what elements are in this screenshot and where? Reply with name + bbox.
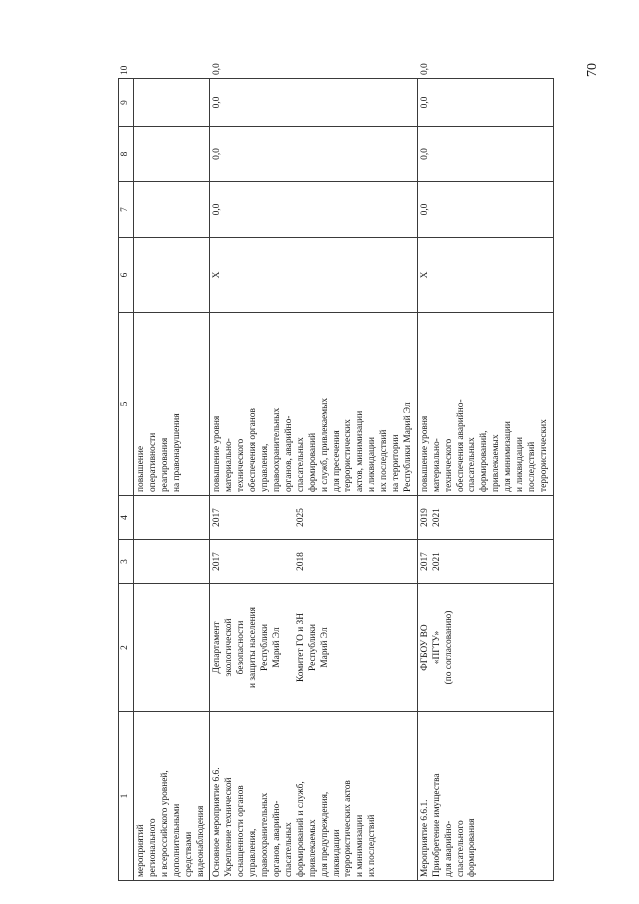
cell-line: 2019	[419, 508, 430, 527]
table-cell-c1	[417, 712, 553, 881]
cell-line: материально-	[224, 438, 235, 492]
cell-line: Приобретение имущества	[431, 773, 442, 877]
cell-line	[224, 499, 236, 536]
cell-line: повышение	[136, 445, 146, 492]
table-cell-c2	[417, 584, 553, 712]
page-number: 70	[585, 63, 600, 77]
cell-line: Республики Марий Эл	[402, 402, 413, 492]
cell-line: безопасности	[236, 620, 247, 675]
cell-line: управления,	[248, 828, 259, 877]
cell-line: для пресечения	[331, 430, 342, 492]
cell-line: формирования	[467, 818, 478, 877]
cell-line: формирований,	[479, 430, 490, 492]
cell-value: X	[212, 271, 223, 279]
cell-line: спасательных	[467, 437, 478, 492]
cell-line: правоохранительных	[271, 407, 282, 492]
table-cell-c5	[134, 313, 210, 496]
cell-value: 0,0	[419, 203, 430, 216]
cell-line	[236, 543, 248, 580]
cell-line: для минимизации	[503, 421, 514, 492]
cell-line: привлекаемых	[307, 819, 318, 877]
cell-line: спасательных	[283, 822, 294, 877]
cell-line: Основное мероприятие 6.6.	[212, 767, 223, 877]
cell-line: и минимизации	[355, 814, 366, 877]
cell-line	[224, 543, 236, 580]
cell-line: дополнительными	[171, 803, 182, 877]
table-cell-c4	[417, 496, 553, 540]
cell-line: повышение уровня	[419, 415, 430, 492]
cell-line: на территории	[391, 434, 402, 492]
cell-line: их последствий	[379, 429, 390, 492]
cell-line	[236, 499, 248, 536]
cell-line: регионального	[147, 818, 158, 877]
table-cell-c7	[417, 182, 553, 238]
cell-line: их последствий	[367, 814, 378, 877]
rotated-table-container	[118, 63, 549, 881]
cell-line: оперативности	[147, 432, 158, 492]
cell-line: и всероссийского уровней,	[159, 770, 170, 877]
cell-line: террористических	[538, 419, 549, 492]
header-cell: 2	[119, 584, 134, 712]
cell-line	[284, 543, 296, 580]
cell-line: Департамент	[212, 621, 223, 674]
table-cell-c9	[210, 79, 417, 127]
cell-line	[260, 543, 272, 580]
table-cell-c8	[134, 127, 210, 182]
table-cell-c1	[210, 712, 417, 881]
header-cell: 7	[119, 182, 134, 238]
table-cell-c6	[210, 238, 417, 313]
cell-line	[260, 499, 272, 536]
cell-line: Марий Эл	[319, 627, 330, 668]
cell-line: 2021	[431, 508, 442, 527]
cell-value: 0,0	[212, 203, 223, 216]
cell-line: Мероприятие 6.6.1.	[419, 799, 430, 877]
cell-value: 0,0	[419, 96, 430, 109]
cell-value: 0,0	[212, 148, 223, 160]
cell-line: реагирования	[159, 437, 170, 492]
table-cell-c4	[134, 496, 210, 540]
cell-line: оснащенности органов	[236, 785, 247, 877]
table-cell-c7	[210, 182, 417, 238]
table-row	[134, 79, 210, 881]
cell-line: спасательных	[295, 437, 306, 492]
cell-line	[248, 499, 260, 536]
cell-line: мероприятий	[136, 824, 146, 877]
table-cell-c7	[134, 182, 210, 238]
cell-line: 2025	[295, 508, 306, 527]
cell-line: спасательного	[455, 820, 466, 877]
cell-line: Комитет ГО и ЗН	[295, 612, 306, 683]
cell-line: и защиты населения	[248, 607, 259, 689]
table-cell-c3	[134, 540, 210, 584]
table-cell-c3	[210, 540, 417, 584]
cell-line: террористических актов	[343, 780, 354, 877]
cell-line: для предупреждения,	[319, 791, 330, 877]
cell-line: материально-	[431, 438, 442, 492]
cell-value: X	[419, 271, 430, 279]
header-cell: 6	[119, 238, 134, 313]
cell-line	[272, 543, 284, 580]
table-cell-c8	[417, 127, 553, 182]
header-cell: 4	[119, 496, 134, 540]
cell-line	[248, 543, 260, 580]
table-cell-c4	[210, 496, 417, 540]
cell-line: и ликвидации	[367, 436, 378, 492]
cell-line: (по согласованию)	[443, 610, 454, 685]
cell-line: на правонарушения	[171, 413, 182, 492]
cell-line	[272, 499, 284, 536]
cell-line: видеонаблюдения	[195, 805, 206, 877]
cell-line: и ликвидации	[515, 436, 526, 492]
cell-line: актов, минимизации	[355, 410, 366, 492]
cell-line: Республики	[307, 623, 318, 672]
cell-line: для аварийно-	[443, 820, 454, 877]
cell-line: 2017	[212, 508, 223, 527]
table-cell-c9	[417, 79, 553, 127]
table-cell-c2	[134, 584, 210, 712]
header-row: 1 2 3 4 5 6 7 8 9 10	[119, 79, 134, 881]
table-cell-c3	[417, 540, 553, 584]
cell-line: управления,	[260, 443, 271, 492]
cell-line: и служб, привлекаемых	[319, 397, 330, 492]
table-cell-c1	[134, 712, 210, 881]
table-cell-c5	[210, 313, 417, 496]
table-row: Основное мероприятие 6.6. Укрепление технической оснащенности органов управления, правоохранительных органов, аварийно- спасательных формирований и служб, привлекаемых для предупреждения, ликвидации террористических актов и минимизации их последствий Департамент экологической безопасности и защиты населения Республики Марий Эл Комитет ГО и ЗН Республики Марий Эл 2017 2018 2017 2025 повышение уровня материально- технического обеспечения органов управления, правоохранительных органов, аварийно- спасательных формирований и служб, привлекаемых для пресечения террористических актов, минимизации и ликвидации их последствий на территории Республики Марий Эл X 0,0 0,0 0,0 0,0	[210, 79, 417, 881]
table-cell-c9	[134, 79, 210, 127]
cell-line: 2018	[295, 552, 306, 571]
cell-line: правоохранительных	[260, 792, 271, 877]
cell-line: 2017	[212, 552, 223, 571]
cell-line: формирований и служб,	[295, 781, 306, 877]
header-cell: 9	[119, 79, 134, 127]
cell-line: органов, аварийно-	[283, 415, 294, 492]
header-cell: 1	[119, 712, 134, 881]
table-row: Мероприятие 6.6.1. Приобретение имущества для аварийно- спасательного формирования ФГБОУ ВО «ПГТУ» (по согласованию) 2017 2021 2019 2021 повышение уровня материально- технического обеспечения аварийно- спасательных формирований, привлекаемых для минимизации и ликвидации последствий террористических X 0,0 0,0 0,0 0,0	[417, 79, 553, 881]
cell-line	[284, 499, 296, 536]
cell-line: средствами	[183, 831, 194, 877]
cell-line	[284, 587, 296, 708]
cell-line: технического	[236, 438, 247, 492]
cell-line: формирований	[307, 432, 318, 492]
cell-line: экологической	[224, 618, 235, 677]
cell-line: технического	[443, 438, 454, 492]
header-cell: 5	[119, 313, 134, 496]
cell-line: ликвидации	[331, 829, 342, 877]
cell-line: Республики	[260, 623, 271, 672]
table-cell-c6	[417, 238, 553, 313]
cell-line: «ПГТУ»	[431, 630, 442, 665]
table-cell-c5	[417, 313, 553, 496]
cell-line: привлекаемых	[491, 434, 502, 492]
cell-value: 0,0	[419, 148, 430, 160]
cell-line: 2021	[431, 552, 442, 571]
cell-line: Марий Эл	[271, 627, 282, 668]
cell-line: последствий	[527, 441, 537, 492]
cell-line: обеспечения аварийно-	[455, 399, 466, 492]
table-cell-c6	[134, 238, 210, 313]
cell-value: 0,0	[212, 96, 223, 109]
cell-line: обеспечения органов	[248, 408, 259, 492]
table-cell-c2	[210, 584, 417, 712]
cell-line: Укрепление технической	[224, 777, 235, 877]
table-cell-c8	[210, 127, 417, 182]
header-cell: 8	[119, 127, 134, 182]
header-cell: 3	[119, 540, 134, 584]
program-activities-table	[118, 63, 554, 881]
cell-line: 2017	[419, 552, 430, 571]
cell-line: террористических	[343, 419, 354, 492]
cell-line: органов, аварийно-	[271, 800, 282, 877]
cell-line: повышение уровня	[212, 415, 223, 492]
cell-line: ФГБОУ ВО	[419, 624, 430, 671]
